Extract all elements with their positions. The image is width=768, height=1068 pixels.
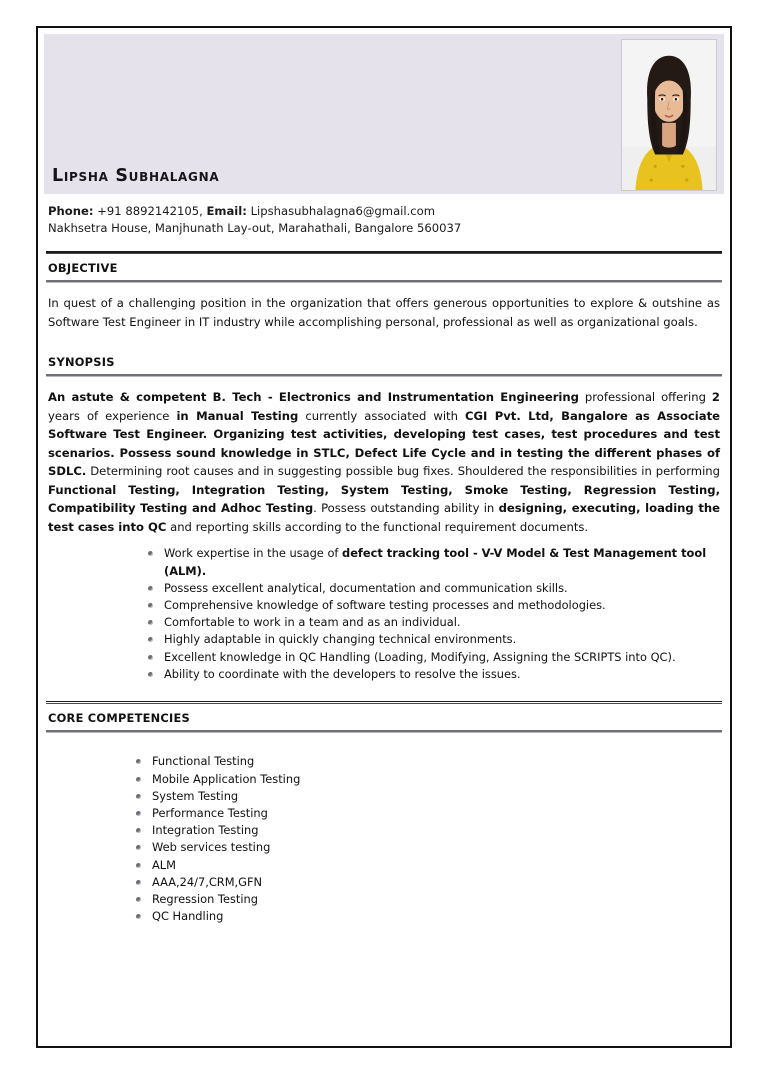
resume-header-band <box>44 34 724 194</box>
candidate-name: Lipsha Subhalagna <box>52 166 220 186</box>
list-item: Comfortable to work in a team and as an individual. <box>142 614 712 631</box>
portrait-photo-icon <box>622 40 716 190</box>
resume-content <box>38 34 730 1052</box>
synopsis-bullet-list <box>142 545 712 683</box>
objective-under-rule <box>46 280 722 283</box>
core-competencies-list <box>130 753 730 925</box>
list-item: Regression Testing <box>130 891 730 908</box>
objective-top-rule <box>46 251 722 254</box>
objective-body: In quest of a challenging position in the organization that offers generous opportunities to explore & outshine as Software Test Engineer in IT industry while accomplishing personal, professional as well as organizational goals. <box>48 296 720 329</box>
candidate-photo <box>621 39 717 191</box>
resume-page <box>36 26 732 1048</box>
list-item: Mobile Application Testing <box>130 771 730 788</box>
list-item: Performance Testing <box>130 805 730 822</box>
list-item: Integration Testing <box>130 822 730 839</box>
contact-block <box>48 203 720 237</box>
list-item: Excellent knowledge in QC Handling (Loading, Modifying, Assigning the SCRIPTS into QC). <box>142 649 712 666</box>
list-item: System Testing <box>130 788 730 805</box>
list-item: AAA,24/7,CRM,GFN <box>130 874 730 891</box>
section-title-synopsis: SYNOPSIS <box>48 355 115 370</box>
list-item: ALM <box>130 857 730 874</box>
email-label: Email: <box>206 204 247 218</box>
list-item: QC Handling <box>130 908 730 925</box>
competencies-under-rule <box>46 730 722 733</box>
list-item: Ability to coordinate with the developers to resolve the issues. <box>142 666 712 683</box>
synopsis-under-rule <box>46 374 722 377</box>
list-item: Possess excellent analytical, documentation and communication skills. <box>142 580 712 597</box>
section-title-objective: OBJECTIVE <box>48 261 118 276</box>
list-item: Comprehensive knowledge of software testing processes and methodologies. <box>142 597 712 614</box>
synopsis-body: An astute & competent B. Tech - Electronics and Instrumentation Engineering professional offering 2 years of experience in Manual Testing currently associated with CGI Pvt. Ltd, Bangalore as Associate Software Test Engineer. Organizing test activities, developing test cases, test procedures and test scenarios. Possess sound knowledge in STLC, Defect Life Cycle and in testing the different phases of SDLC. Determining root causes and in suggesting possible bug fixes. Shouldered the responsibilities in performing Functional Testing, Integration Testing, System Testing, Smoke Testing, Regression Testing, Compatibility Testing and Adhoc Testing. Possess outstanding ability in designing, executing, loading the test cases into QC and reporting skills according to the functional requirement documents. <box>48 390 721 534</box>
list-item: Functional Testing <box>130 753 730 770</box>
list-item: Work expertise in the usage of defect tracking tool - V-V Model & Test Management tool (ALM). <box>142 545 712 579</box>
phone-label: Phone: <box>48 204 94 218</box>
list-item: Highly adaptable in quickly changing technical environments. <box>142 631 712 648</box>
contact-line-1 <box>48 203 720 220</box>
email-value: Lipshasubhalagna6@gmail.com <box>250 204 436 218</box>
section-title-core-competencies: CORE COMPETENCIES <box>48 711 190 726</box>
list-item: Web services testing <box>130 839 730 856</box>
address-line: Nakhsetra House, Manjhunath Lay-out, Marahathali, Bangalore 560037 <box>48 221 462 235</box>
competencies-top-rule <box>46 701 722 704</box>
phone-value: +91 8892142105, <box>97 204 203 218</box>
